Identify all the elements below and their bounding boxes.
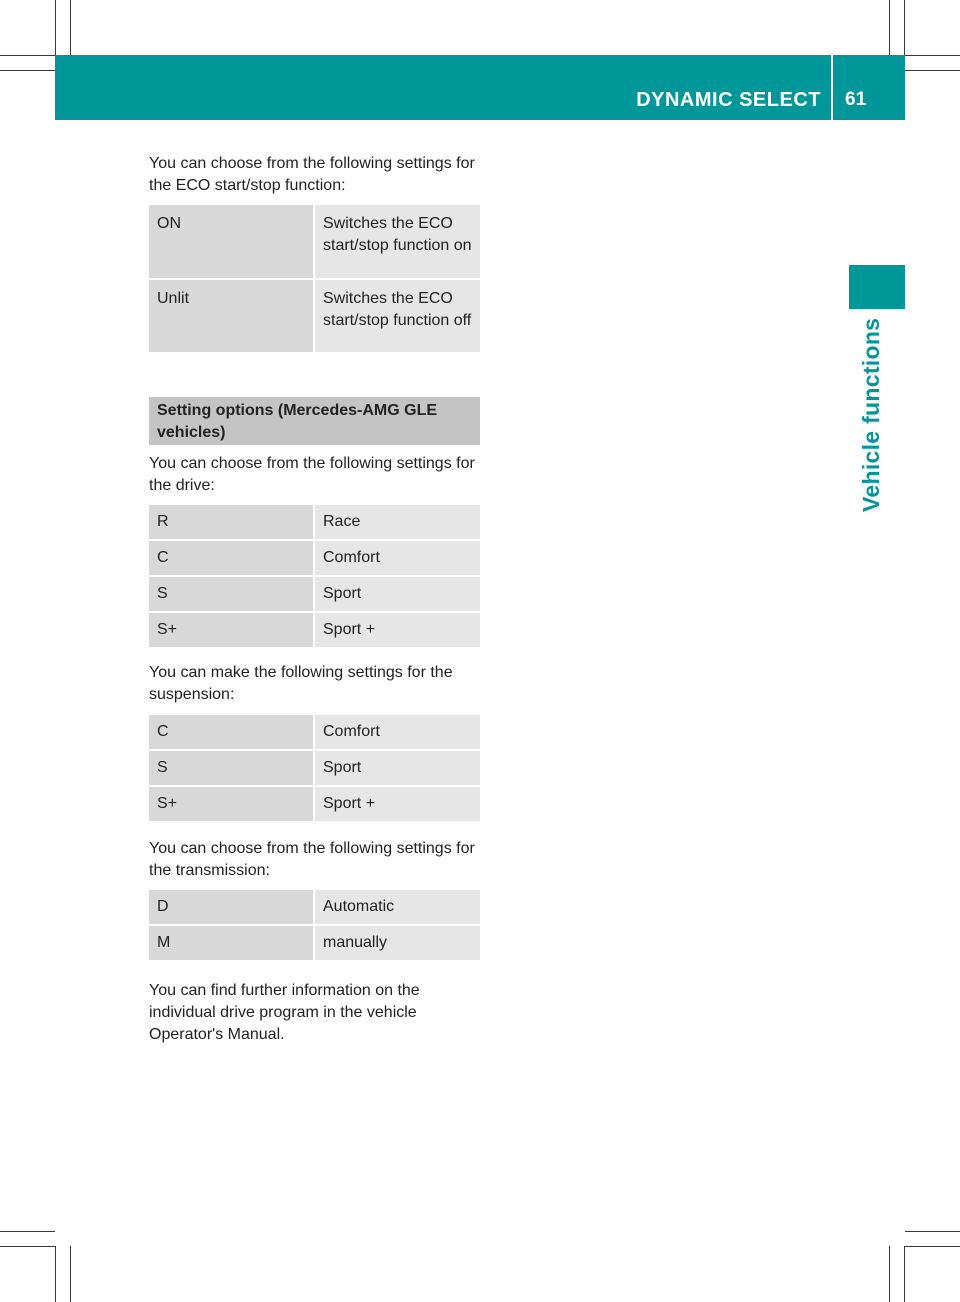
transmission-settings-table — [149, 890, 480, 962]
setting-description: Race — [314, 505, 480, 540]
crop-mark — [905, 1246, 960, 1247]
setting-description: manually — [314, 925, 480, 961]
header-divider — [831, 55, 833, 120]
header-bar — [55, 55, 905, 120]
crop-mark — [70, 0, 71, 55]
table-row — [149, 279, 480, 353]
crop-mark — [0, 1231, 55, 1232]
setting-key: Unlit — [149, 279, 314, 353]
crop-mark — [55, 0, 56, 55]
setting-description: Switches the ECO start/stop function on — [314, 205, 480, 279]
setting-description: Automatic — [314, 890, 480, 925]
setting-key: M — [149, 925, 314, 961]
setting-description: Comfort — [314, 540, 480, 576]
setting-description: Sport — [314, 576, 480, 612]
table-row — [149, 612, 480, 648]
setting-description: Switches the ECO start/stop function off — [314, 279, 480, 353]
transmission-intro: You can choose from the following settings for the transmission: — [149, 840, 475, 879]
table-row — [149, 715, 480, 750]
setting-key: C — [149, 715, 314, 750]
crop-mark — [905, 55, 960, 56]
drive-intro: You can choose from the following settings for the drive: — [149, 455, 475, 494]
crop-mark — [904, 1246, 905, 1302]
setting-key: R — [149, 505, 314, 540]
crop-mark — [70, 1246, 71, 1302]
setting-key: ON — [149, 205, 314, 279]
section-heading: Setting options (Mercedes-AMG GLE vehicles) — [149, 397, 480, 445]
setting-description: Sport — [314, 750, 480, 786]
setting-key: S+ — [149, 612, 314, 648]
table-row — [149, 786, 480, 822]
suspension-settings-table — [149, 715, 480, 823]
setting-description: Comfort — [314, 715, 480, 750]
setting-description: Sport + — [314, 786, 480, 822]
crop-mark — [905, 70, 960, 71]
page-title: DYNAMIC SELECT — [636, 89, 821, 111]
table-row — [149, 576, 480, 612]
crop-mark — [889, 1246, 890, 1302]
crop-mark — [889, 0, 890, 55]
page-number: 61 — [845, 89, 867, 110]
table-row — [149, 890, 480, 925]
footer-note: You can find further information on the individual drive program in the vehicle Operator's Manual. — [149, 982, 420, 1043]
table-row — [149, 925, 480, 961]
drive-settings-table — [149, 505, 480, 649]
crop-mark — [55, 1246, 56, 1302]
eco-settings-table — [149, 205, 480, 354]
setting-description: Sport + — [314, 612, 480, 648]
eco-intro: You can choose from the following settings for the ECO start/stop function: — [149, 155, 475, 194]
setting-key: S+ — [149, 786, 314, 822]
crop-mark — [0, 55, 55, 56]
crop-mark — [904, 0, 905, 55]
crop-mark — [0, 70, 55, 71]
setting-key: D — [149, 890, 314, 925]
crop-mark — [905, 1231, 960, 1232]
table-row — [149, 540, 480, 576]
suspension-intro: You can make the following settings for the suspension: — [149, 664, 453, 703]
setting-key: S — [149, 576, 314, 612]
setting-key: C — [149, 540, 314, 576]
crop-mark — [0, 1246, 55, 1247]
table-row — [149, 505, 480, 540]
side-tab-label: Vehicle functions — [858, 317, 884, 512]
table-row — [149, 205, 480, 279]
side-tab-marker — [849, 265, 905, 309]
setting-key: S — [149, 750, 314, 786]
table-row — [149, 750, 480, 786]
